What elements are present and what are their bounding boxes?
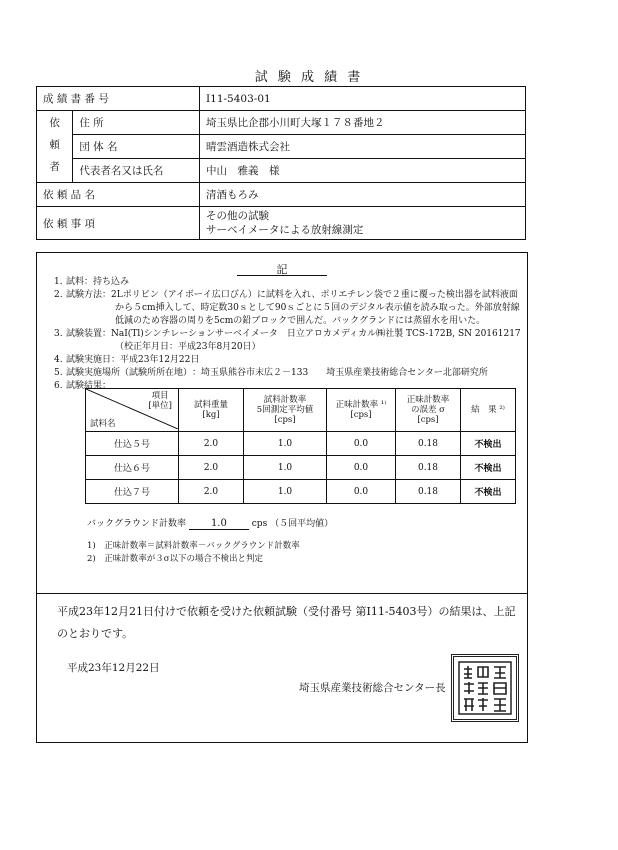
footnotes — [87, 540, 300, 566]
result-cell: 不検出 — [461, 432, 516, 456]
col-weight: 試料重量 [kg] — [179, 389, 244, 432]
record-item: 6. 試験結果： — [54, 381, 112, 391]
issuer-name: 埼玉県産業技術総合センター長 — [299, 682, 446, 694]
sample-name: 仕込５号 — [86, 432, 179, 456]
header-item: 項目 — [151, 391, 169, 401]
conclusion-text: 平成23年12月21日付けで依頼を受けた依頼試験（受付番号 第I11-5403号）の結果は、上記のとおりです。 — [57, 605, 516, 640]
record-item: 1. 試料： 持ち込み — [54, 277, 130, 287]
results-header-row — [86, 389, 516, 432]
record-item: 3. 試験装置： NaI(Tl)シンチレーションサーベイメータ 日立アロカメディカル㈱社製 TCS-172B, SN 20161217 — [54, 329, 521, 339]
background-rate — [87, 516, 333, 530]
seal-stamp-icon — [458, 661, 512, 715]
record-items — [54, 276, 524, 393]
table-row — [86, 456, 516, 480]
net-rate-cell: 0.0 — [327, 480, 396, 504]
background-unit: cps — [251, 519, 268, 529]
corner-header — [86, 389, 179, 432]
matter-label: 依 頼 事 項 — [37, 207, 200, 240]
result-cell: 不検出 — [461, 480, 516, 504]
sample-name: 仕込６号 — [86, 456, 179, 480]
background-note: （５回平均値） — [270, 519, 334, 529]
background-label: バックグラウンド計数率 — [87, 519, 187, 529]
background-value: 1.0 — [189, 518, 249, 530]
record-item: 4. 試験実施日： 平成23年12月22日 — [54, 355, 200, 365]
sample-rate-cell: 1.0 — [244, 432, 327, 456]
error-cell: 0.18 — [396, 456, 461, 480]
col-result: 結 果 ²⁾ — [461, 389, 516, 432]
results-table — [85, 388, 516, 504]
document-title: 試 験 成 績 書 — [254, 70, 364, 85]
col-net-rate: 正味計数率 ¹⁾ [cps] — [327, 389, 396, 432]
col-error: 正味計数率 の誤差 σ [cps] — [396, 389, 461, 432]
record-item: （校正年月日：平成23年8月20日） — [115, 342, 261, 352]
issue-date: 平成23年12月22日 — [67, 662, 160, 674]
report-no-value: I11-5403-01 — [200, 87, 526, 111]
sample-name: 仕込７号 — [86, 480, 179, 504]
sample-rate-cell: 1.0 — [244, 480, 327, 504]
header-unit: [単位] — [148, 401, 172, 411]
conclusion-section — [36, 592, 528, 743]
error-cell: 0.18 — [396, 432, 461, 456]
record-item: から５cm挿入して、時定数30ｓとして90ｓごとに５回のデジタル表示値を読み取った。外部放射線 — [115, 303, 520, 313]
item-label: 依 頼 品 名 — [37, 183, 200, 207]
address-label: 住 所 — [73, 111, 200, 135]
table-row — [86, 480, 516, 504]
col-sample-rate: 試料計数率 5回測定平均値 [cps] — [244, 389, 327, 432]
matter-value-line2: サーベイメータによる放射線測定 — [206, 224, 364, 236]
representative-label: 代表者名又は氏名 — [73, 159, 200, 183]
requester-group-label: 依 頼 者 — [48, 117, 61, 176]
net-rate-cell: 0.0 — [327, 432, 396, 456]
item-value: 清酒もろみ — [200, 183, 526, 207]
footnote: 1) 正味計数率＝試料計数率－バックグラウンド計数率 — [87, 541, 300, 551]
net-rate-cell: 0.0 — [327, 456, 396, 480]
address-value: 埼玉県比企郡小川町大塚１７８番地２ — [200, 111, 526, 135]
weight-cell: 2.0 — [179, 456, 244, 480]
table-row — [86, 432, 516, 456]
sample-rate-cell: 1.0 — [244, 456, 327, 480]
record-item: 2. 試験方法： 2Lポリビン（アイボーイ広口びん）に試料を入れ、ポリエチレン袋で２重に覆った検出器を試料液面 — [54, 290, 518, 300]
weight-cell: 2.0 — [179, 432, 244, 456]
footnote: 2) 正味計数率が３σ以下の場合不検出と判定 — [87, 554, 264, 564]
matter-value-line1: その他の試験 — [206, 210, 269, 222]
record-heading: 記 — [276, 263, 288, 276]
official-seal — [451, 654, 519, 722]
record-item: 5. 試験実施場所（試験所所在地） ：埼玉県熊谷市末広２－133 埼玉県産業技術総合センター北部研究所 — [54, 368, 488, 378]
organization-label: 団 体 名 — [73, 135, 200, 159]
header-sample: 試料名 — [90, 419, 116, 429]
report-no-label: 成 績 書 番 号 — [37, 87, 200, 111]
record-item: 低減のため容器の周りを5cmの鉛ブロックで囲んだ。バックグランドには蒸留水を用いた。 — [115, 316, 486, 326]
report-no-row — [37, 87, 526, 111]
result-cell: 不検出 — [461, 456, 516, 480]
weight-cell: 2.0 — [179, 480, 244, 504]
organization-value: 晴雲酒造株式会社 — [200, 135, 526, 159]
record-section — [36, 252, 528, 594]
representative-value: 中山 雅義 様 — [200, 159, 526, 183]
header-table — [36, 86, 526, 240]
error-cell: 0.18 — [396, 480, 461, 504]
